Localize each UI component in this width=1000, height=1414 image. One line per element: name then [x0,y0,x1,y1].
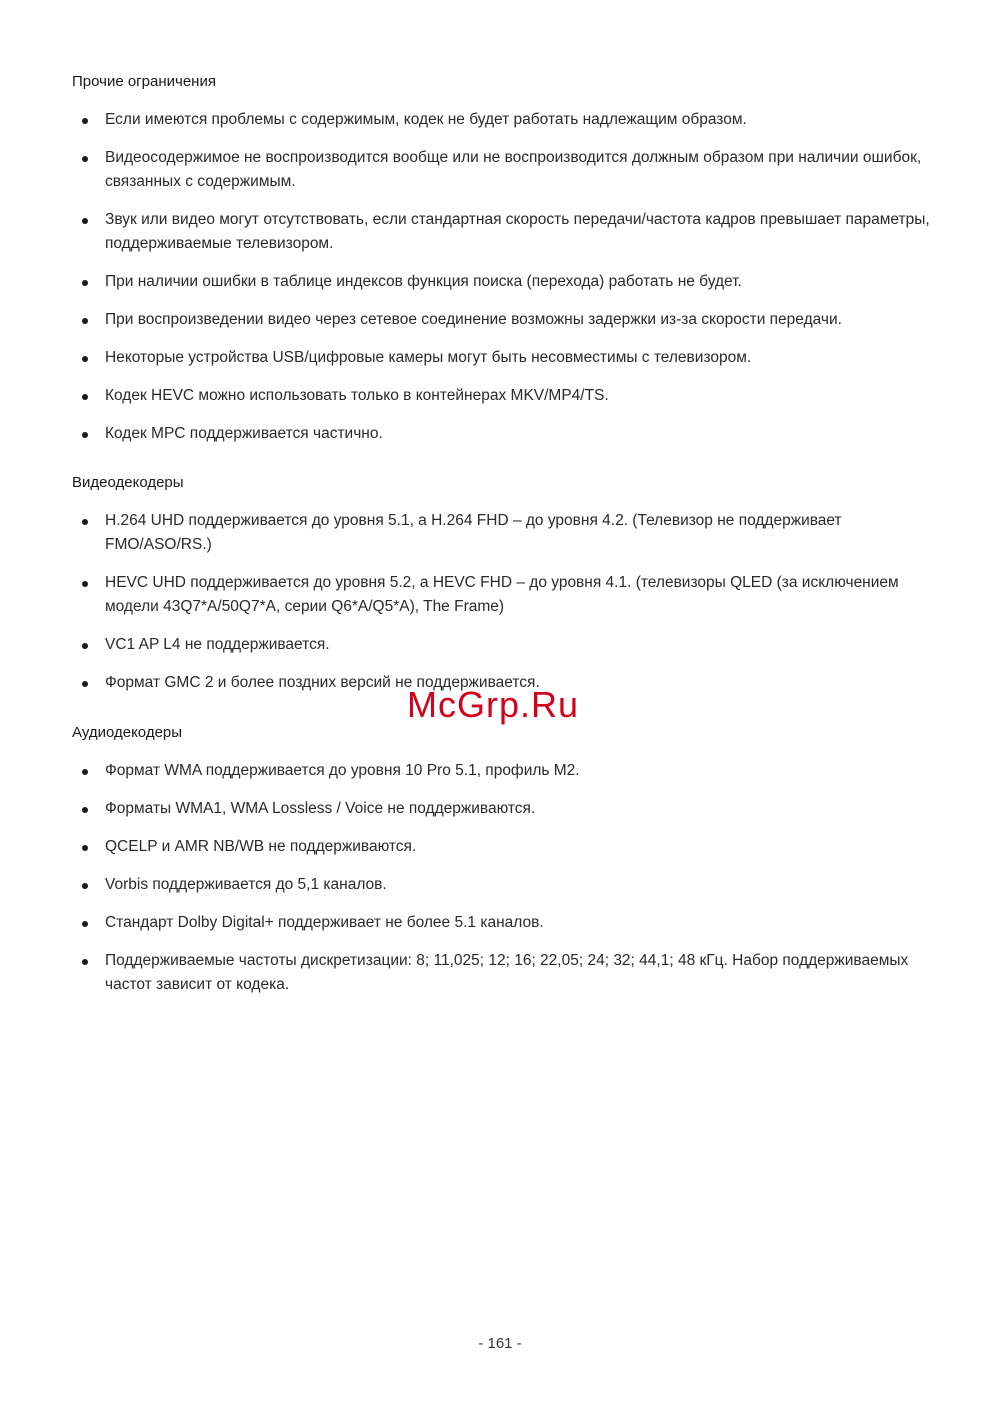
list-item [72,208,932,256]
section-audio-decoders [72,723,932,1011]
list-item-text: Стандарт Dolby Digital+ поддерживает не более 5.1 каналов. [105,914,544,931]
list-item-text: Кодек MPC поддерживается частично. [105,425,383,442]
bullet-icon [82,156,88,162]
list-item [72,759,932,783]
bullet-list [72,108,932,446]
bullet-list [72,509,932,695]
bullet-icon [82,394,88,400]
section-heading: Прочие ограничения [72,73,216,90]
bullet-icon [82,318,88,324]
bullet-icon [82,769,88,775]
bullet-list [72,759,932,997]
bullet-icon [82,118,88,124]
list-item [72,346,932,370]
list-item [72,797,932,821]
list-item [72,146,932,194]
list-item-text: VC1 AP L4 не поддерживается. [105,636,330,653]
bullet-icon [82,432,88,438]
list-item-text: Некоторые устройства USB/цифровые камеры могут быть несовместимы с телевизором. [105,349,752,366]
list-item-text: При воспроизведении видео через сетевое соединение возможны задержки из-за скорости передачи. [105,311,842,328]
list-item-text: QCELP и AMR NB/WB не поддерживаются. [105,838,417,855]
list-item-text: Если имеются проблемы с содержимым, кодек не будет работать надлежащим образом. [105,111,747,128]
list-item [72,911,932,935]
bullet-icon [82,356,88,362]
list-item [72,509,932,557]
section-heading: Видеодекодеры [72,474,184,491]
watermark-logo: McGrp.Ru [407,684,580,725]
list-item [72,384,932,408]
list-item [72,873,932,897]
section-heading: Аудиодекодеры [72,724,183,741]
list-item-text: HEVC UHD поддерживается до уровня 5.2, а HEVC FHD – до уровня 4.1. (телевизоры QLED (за исключением модели 43Q7*A/50Q7*A, серии Q6*A/Q5*A), The Frame) [105,574,899,615]
list-item-text: Поддерживаемые частоты дискретизации: 8; 11,025; 12; 16; 22,05; 24; 32; 44,1; 48 кГц. Набор поддерживаемых частот зависит от кодека. [105,952,909,993]
bullet-icon [82,218,88,224]
list-item [72,308,932,332]
bullet-icon [82,681,88,687]
list-item [72,270,932,294]
page-number: - 161 - [478,1335,522,1352]
list-item-text: Видеосодержимое не воспроизводится вообще или не воспроизводится должным образом при наличии ошибок, связанных с содержимым. [105,149,922,190]
list-item [72,835,932,859]
section-other-restrictions [72,72,932,460]
bullet-icon [82,581,88,587]
list-item [72,571,932,619]
section-video-decoders [72,473,932,709]
bullet-icon [82,519,88,525]
list-item-text: Форматы WMA1, WMA Lossless / Voice не поддерживаются. [105,800,536,817]
bullet-icon [82,643,88,649]
list-item-text: Звук или видео могут отсутствовать, если стандартная скорость передачи/частота кадров превышает параметры, поддерживаемые телевизором. [105,211,930,252]
list-item-text: Vorbis поддерживается до 5,1 каналов. [105,876,387,893]
list-item [72,108,932,132]
list-item [72,633,932,657]
bullet-icon [82,845,88,851]
list-item-text: Формат GMC 2 и более поздних версий не поддерживается. [105,674,540,691]
list-item-text: Формат WMA поддерживается до уровня 10 Pro 5.1, профиль M2. [105,762,580,779]
bullet-icon [82,807,88,813]
list-item [72,949,932,997]
list-item [72,422,932,446]
bullet-icon [82,921,88,927]
bullet-icon [82,959,88,965]
bullet-icon [82,280,88,286]
list-item-text: При наличии ошибки в таблице индексов функция поиска (перехода) работать не будет. [105,273,742,290]
list-item-text: Кодек HEVC можно использовать только в контейнерах MKV/MP4/TS. [105,387,609,404]
bullet-icon [82,883,88,889]
list-item-text: H.264 UHD поддерживается до уровня 5.1, а H.264 FHD – до уровня 4.2. (Телевизор не поддерживает FMO/ASO/RS.) [105,512,842,553]
